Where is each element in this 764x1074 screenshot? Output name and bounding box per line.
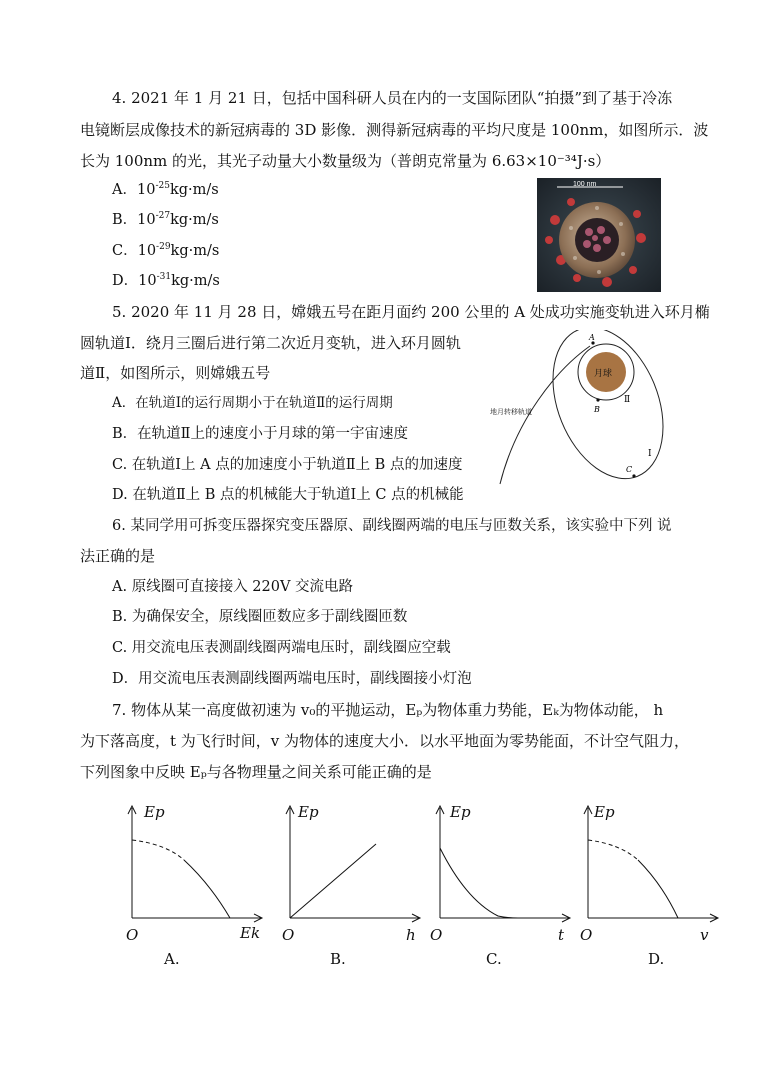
graph-d-solid-curve (638, 860, 678, 918)
graph-b-caption: B. (330, 950, 346, 968)
graph-c-caption: C. (486, 950, 502, 968)
graph-a-origin: O (126, 926, 139, 944)
q5-option-b: B．在轨道Ⅱ上的速度小于月球的第一宇宙速度 (112, 426, 409, 442)
q5-line1: 5. 2020 年 11 月 28 日，嫦娥五号在距月面约 200 公里的 A 处成功实施变轨进入环月椭 (112, 303, 710, 321)
q5-line2: 圆轨道Ⅰ．绕月三圈后进行第二次近月变轨，进入环月圆轨 (80, 334, 461, 352)
graph-d-xlabel: v (700, 926, 709, 944)
q5-option-a: A．在轨道Ⅰ的运行周期小于在轨道Ⅱ的运行周期 (112, 395, 393, 411)
graph-a-caption: A. (164, 950, 180, 968)
q4-option-d: D．$10^{-31}kg\cdot m/s$ (112, 272, 220, 289)
point-c (632, 474, 635, 477)
graph-d-origin: O (580, 926, 593, 944)
graph-d-dashed-curve (588, 840, 638, 860)
graph-d-caption: D. (648, 950, 665, 968)
point-c-label: C (626, 465, 633, 474)
graph-c-xlabel: t (558, 926, 565, 944)
orbit-1-label: Ⅰ (648, 449, 652, 459)
q5-line3: 道Ⅱ，如图所示，则嫦娥五号 (80, 364, 271, 382)
q4-line2: 电镜断层成像技术的新冠病毒的 3D 影像．测得新冠病毒的平均尺度是 100nm，如图所示．波 (80, 121, 709, 139)
graph-b (276, 800, 426, 940)
q6-option-a: A. 原线圈可直接接入 220V 交流电路 (112, 579, 354, 595)
q7-line1: 7. 物体从某一高度做初速为 v₀的平抛运动，Eₚ为物体重力势能，Eₖ为物体动能， h (112, 701, 664, 719)
virus-illustration (537, 178, 661, 292)
graph-b-origin: O (282, 926, 295, 944)
point-a-label: A (589, 333, 595, 342)
graph-a-ylabel: Ep (144, 803, 165, 821)
graph-b-ylabel: Ep (298, 803, 319, 821)
q7-line2: 为下落高度，t 为飞行时间，v 为物体的速度大小．以水平地面为零势能面，不计空气阻力， (80, 732, 690, 750)
graph-c (426, 800, 576, 940)
q4-option-b: B．$10^{-27}kg\cdot m/s$ (112, 211, 219, 228)
graph-c-origin: O (430, 926, 443, 944)
q4-option-a: A．$10^{-25}kg\cdot m/s$ (112, 181, 219, 198)
q7-line3: 下列图象中反映 Eₚ与各物理量之间关系可能正确的是 (80, 763, 432, 781)
q4-line3: 长为 100nm 的光，其光子动量大小数量级为（普朗克常量为 6.63×10⁻³⁴J·s） (80, 152, 611, 170)
scale-bar-label: 100 nm (573, 181, 597, 188)
graph-b-xlabel: h (406, 926, 416, 944)
q4-line1: 4. 2021 年 1 月 21 日，包括中国科研人员在内的一支国际团队“拍摄”到了基于冷冻 (112, 89, 673, 107)
graph-a-solid-curve (184, 860, 230, 918)
q5-option-c: C. 在轨道Ⅰ上 A 点的加速度小于轨道Ⅱ上 B 点的加速度 (112, 457, 463, 473)
graph-c-curve (440, 848, 518, 918)
q6-option-c: C. 用交流电压表测副线圈两端电压时，副线圈应空载 (112, 640, 451, 656)
graph-b-line (290, 844, 376, 918)
transfer-orbit-label: 地月转移轨道 (490, 408, 532, 416)
orbit-diagram (486, 330, 686, 490)
point-b (596, 398, 599, 401)
graph-d (574, 800, 724, 940)
graph-c-ylabel: Ep (450, 803, 471, 821)
q5-option-d: D. 在轨道Ⅱ上 B 点的机械能大于轨道Ⅰ上 C 点的机械能 (112, 487, 464, 503)
virus-image (537, 178, 661, 292)
graph-d-ylabel: Ep (594, 803, 615, 821)
orbit-2-label: Ⅱ (624, 395, 631, 405)
moon-label: 月球 (594, 369, 613, 379)
orbit-svg (486, 330, 686, 490)
q4-option-c: C．$10^{-29}kg\cdot m/s$ (112, 242, 220, 259)
q6-line1: 6. 某同学用可拆变压器探究变压器原、副线圈两端的电压与匝数关系，该实验中下列 说 (112, 518, 672, 534)
graph-a-xlabel: Ek (240, 924, 261, 942)
graph-a-dashed-curve (132, 840, 184, 860)
q6-option-b: B. 为确保安全，原线圈匝数应多于副线圈匝数 (112, 609, 408, 625)
q6-option-d: D．用交流电压表测副线圈两端电压时，副线圈接小灯泡 (112, 671, 472, 687)
graph-a (118, 800, 268, 940)
q6-line2: 法正确的是 (80, 547, 156, 565)
point-b-label: B (594, 405, 600, 414)
